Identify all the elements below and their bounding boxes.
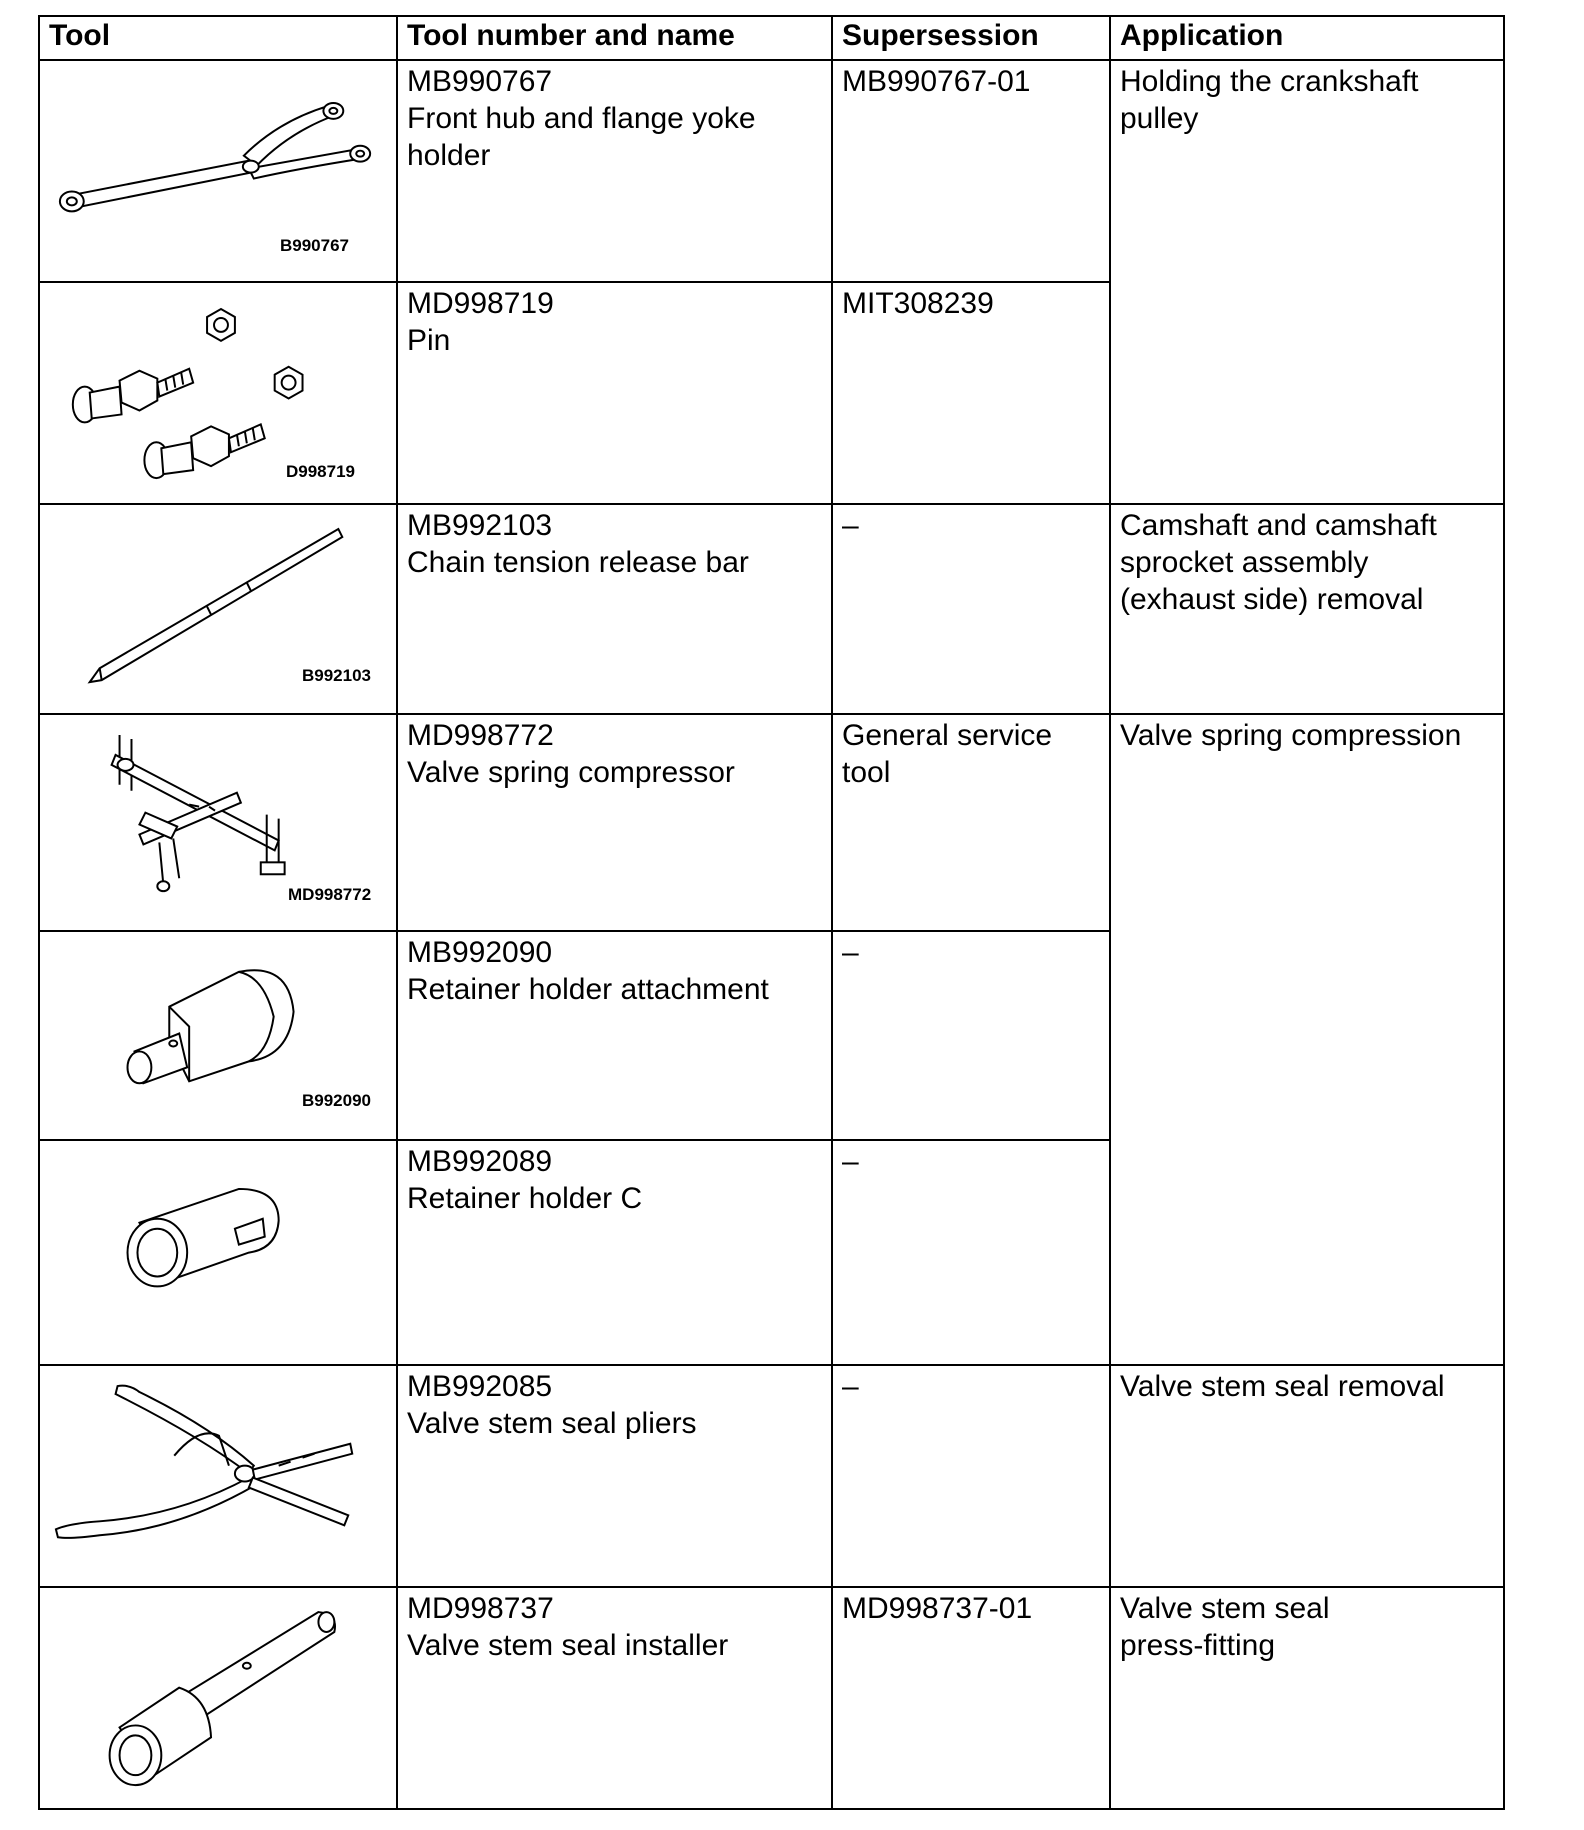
tool-number-name-cell [397,1587,832,1809]
table-header-row [39,16,1504,60]
tool-name-line: holder [407,139,491,172]
supersession-cell [832,931,1110,1139]
tool-number-name-cell [397,1365,832,1587]
tool-image-cell [39,504,397,714]
table-row [39,714,1504,931]
tool-image-label: D998719 [286,462,356,482]
supersession-cell [832,1140,1110,1365]
application-cell [1110,1365,1504,1587]
header-tool: Tool [39,16,397,60]
supersession-value: tool [842,756,891,790]
tool-number: MD998772 [407,719,554,753]
tool-image-label: B992103 [302,666,372,686]
supersession-cell [832,714,1110,931]
tool-number-name-cell [397,1140,832,1365]
supersession-cell [832,282,1110,504]
seal-installer-icon [40,1588,396,1808]
application-cell [1110,504,1504,714]
special-tools-table [38,15,1505,1810]
tool-name-line: Valve spring compressor [407,756,735,790]
header-tool-number-and-name: Tool number and name [397,16,832,60]
table-row [39,1587,1504,1809]
tool-image-cell [39,1587,397,1809]
tool-name-line: Retainer holder C [407,1181,643,1215]
tool-image-cell [39,1140,397,1365]
tool-image-cell [39,931,397,1139]
table-row [39,504,1504,714]
tool-name-line: Front hub and flange yoke [407,102,756,135]
application-line: Valve stem seal [1120,1591,1330,1625]
tool-name-line: Retainer holder attachment [407,973,769,1007]
tool-number: MB990767 [407,65,553,98]
tool-number: MD998719 [407,287,554,321]
tool-number: MB992103 [407,509,553,543]
tool-number-name-cell [397,60,832,282]
tool-number: MB992090 [407,936,553,970]
table-row [39,1365,1504,1587]
supersession-value: General service [842,719,1053,753]
application-line: Holding the crankshaft [1120,65,1419,98]
tool-image-cell [39,1365,397,1587]
application-line: Valve stem seal removal [1120,1369,1445,1403]
tool-name-line: Valve stem seal installer [407,1628,729,1662]
tool-image-cell [39,714,397,931]
application-cell [1110,714,1504,1364]
supersession-cell [832,504,1110,714]
supersession-cell [832,60,1110,282]
tool-name-line: Pin [407,324,451,358]
tool-image-label: B992090 [302,1091,372,1111]
seal-pliers-icon [40,1366,396,1586]
application-line: sprocket assembly [1120,546,1369,580]
tool-number-name-cell [397,282,832,504]
supersession-value: – [842,936,859,970]
retainer-holder-icon [40,1141,396,1364]
application-line: press-fitting [1120,1628,1276,1662]
header-supersession: Supersession [832,16,1110,60]
application-cell [1110,60,1504,504]
tool-image-label: B990767 [280,236,350,255]
tool-number-name-cell [397,504,832,714]
supersession-value: – [842,1144,859,1178]
tool-image-cell [39,60,397,282]
tool-image-label: MD998772 [288,885,372,905]
tool-number-name-cell [397,714,832,931]
application-cell [1110,1587,1504,1809]
tool-name-line: Chain tension release bar [407,546,749,580]
application-line: Valve spring compression [1120,719,1462,753]
tool-name-line: Valve stem seal pliers [407,1406,697,1440]
supersession-value: MIT308239 [842,287,994,321]
tool-number: MB992085 [407,1369,553,1403]
header-application: Application [1110,16,1504,60]
tool-number: MB992089 [407,1144,553,1178]
supersession-cell [832,1365,1110,1587]
application-line: pulley [1120,102,1199,135]
application-line: Camshaft and camshaft [1120,509,1437,543]
supersession-value: – [842,1369,859,1403]
supersession-value: – [842,509,859,543]
tool-number-name-cell [397,931,832,1139]
supersession-cell [832,1587,1110,1809]
table-row [39,60,1504,282]
supersession-value: MB990767-01 [842,65,1031,98]
supersession-value: MD998737-01 [842,1591,1033,1625]
application-line: (exhaust side) removal [1120,583,1424,617]
tool-image-cell [39,282,397,504]
tool-number: MD998737 [407,1591,554,1625]
